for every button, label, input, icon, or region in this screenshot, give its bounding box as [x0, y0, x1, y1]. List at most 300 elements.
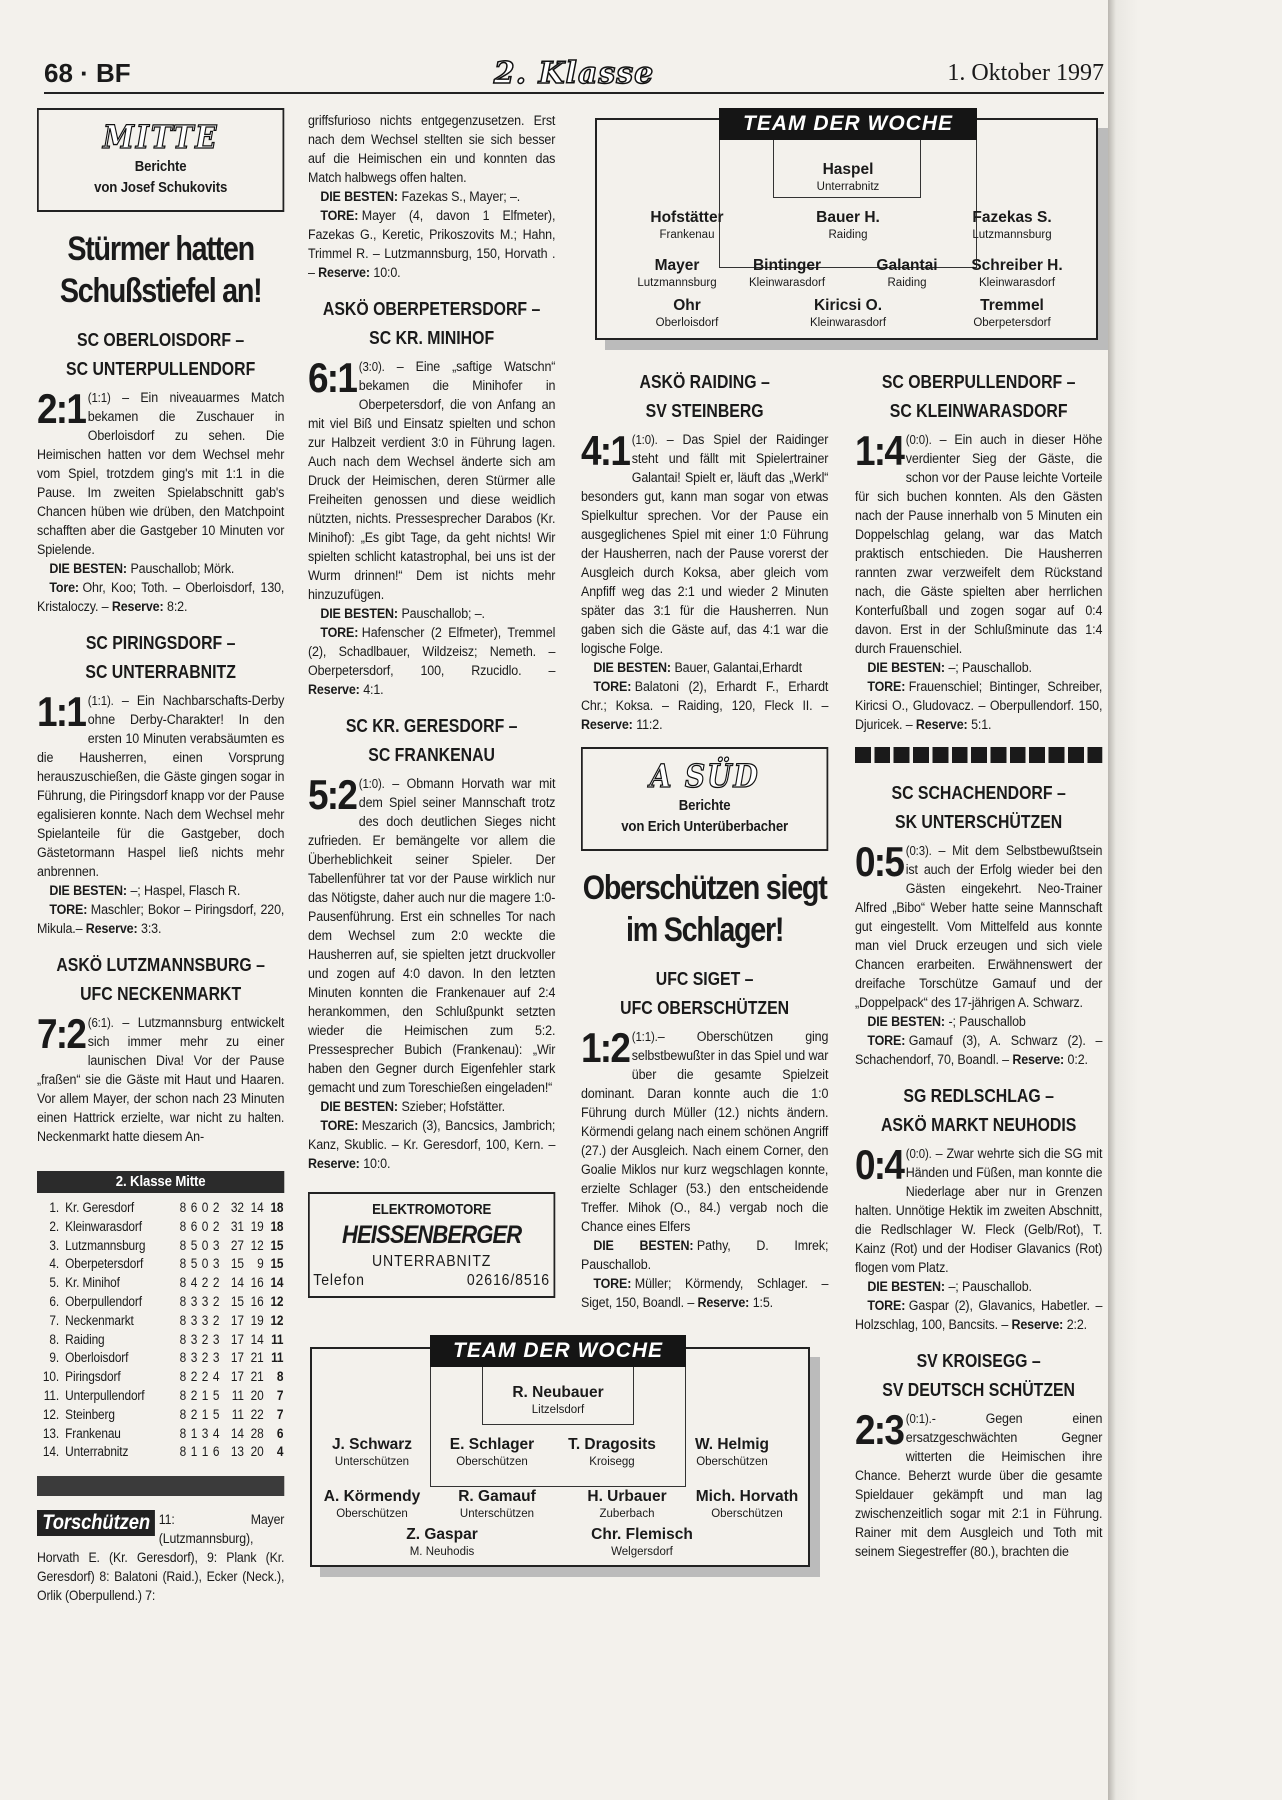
- cell-team: Frankenau: [65, 1425, 121, 1441]
- table-row: [37, 1349, 284, 1368]
- tore-label: TORE:: [867, 1033, 906, 1049]
- player-name: E. Schlager: [449, 1436, 535, 1453]
- player-name: Galantai: [876, 257, 938, 274]
- report-text: - Gegen einen ersatzgeschwächten Gegner witterten die Heimischen ihre Chance. Beherzt wurde über die gesamte Spieldauer gekämpft und man lag zwischenzeitlich sogar mit 2:1 in Führung. Rainer mit dem Ausgleich und Toth mit seinem Siegestreffer (80.), brachten die: [855, 1411, 1103, 1560]
- cell-rank: 2.: [49, 1218, 59, 1234]
- cell-rank: 3.: [49, 1237, 59, 1253]
- tore-line: [37, 579, 284, 617]
- away-team: SC KR. MINIHOF: [369, 328, 495, 348]
- report-body: [308, 771, 556, 1098]
- player-name: A. Körmendy: [323, 1488, 421, 1505]
- player-club: Oberpetersdorf: [973, 317, 1051, 329]
- cell-won: 3: [190, 1331, 198, 1347]
- table-row: [37, 1387, 284, 1406]
- player-name: J. Schwarz: [331, 1436, 413, 1453]
- home-team: SG REDLSCHLAG –: [903, 1086, 1054, 1106]
- cell-points: 18: [270, 1200, 284, 1215]
- player-club: Unterschützen: [459, 1508, 535, 1520]
- table-row: [37, 1199, 284, 1218]
- cell-won: 3: [190, 1293, 198, 1309]
- cell-team: Unterrabnitz: [65, 1444, 129, 1460]
- report-text: – Lutzmannsburg entwickelt sich immer mehr zu einer launischen Diva! Vor der Pause „fraßen“ sie die Gäste mit Haut und Haaren. Vor allem Mayer, der schon nach 23 Minuten einen Hattrick erzielte, war nicht zu halten. Neckenmarkt hatte diesem An-: [37, 1015, 285, 1145]
- tore-line: [855, 1297, 1102, 1335]
- cell-rank: 4.: [49, 1256, 59, 1272]
- cell-team: Kleinwarasdorf: [65, 1218, 142, 1234]
- away-team: SV DEUTSCH SCHÜTZEN: [882, 1380, 1075, 1400]
- reserve-label: Reserve:: [581, 717, 633, 733]
- player: [557, 1487, 697, 1522]
- cell-team: Oberloisdorf: [65, 1350, 129, 1366]
- home-team: UFC SIGET –: [655, 969, 754, 989]
- player-club: Oberschützen: [711, 1508, 783, 1520]
- player-name: Ohr: [673, 297, 701, 314]
- player: [542, 1435, 682, 1470]
- player-club: Unterschützen: [334, 1456, 410, 1468]
- player: [617, 296, 757, 331]
- player: [572, 1525, 712, 1560]
- cell-goals-for: 17: [230, 1369, 244, 1385]
- reserve-label: Reserve:: [85, 921, 138, 937]
- player-name: Kiricsi O.: [813, 297, 883, 314]
- cell-team: Kr. Minihof: [65, 1275, 120, 1291]
- cell-goals-for: 32: [230, 1200, 244, 1215]
- cell-points: 12: [270, 1312, 284, 1328]
- match-report: [855, 1082, 1102, 1335]
- report-body: [855, 1406, 1103, 1562]
- cell-points: 6: [276, 1425, 284, 1441]
- cell-team: Neckenmarkt: [65, 1312, 134, 1328]
- top-scorers: [37, 1510, 284, 1605]
- report-body: [855, 427, 1103, 659]
- match-teams: [855, 1347, 1102, 1405]
- cell-played: 8: [179, 1369, 187, 1385]
- report-text: – Das Spiel der Raidinger steht und fällt mit Spielertrainer Galantai! Spielt er, läuft das „Werkl“ besonders gut, kann man sogar von etwas Spielkultur sprechen. Vor der Pause ein ausgeglichenes Spiel mit einer 1:0 Führung der Hausherren, nach der Pause vorerst der Ausgleich durch Koksa, aber gleich vom Anpfiff weg das 2:1 und wieder 2 Minuten später das 3:1 für die Hausherren. Nun gaben sich die Gäste auf, das 4:1 war die logische Folge.: [581, 432, 829, 657]
- home-team: ASKÖ LUTZMANNSBURG –: [56, 955, 265, 975]
- cell-rank: 6.: [49, 1293, 59, 1309]
- cell-drawn: 3: [201, 1293, 209, 1309]
- besten-line: [308, 1098, 555, 1117]
- final-score: 4:1: [581, 427, 630, 474]
- column-2: [308, 112, 555, 1298]
- home-team: SC KR. GERESDORF –: [345, 716, 518, 736]
- table-row: [37, 1237, 284, 1256]
- cell-team: Raiding: [65, 1331, 105, 1347]
- match-teams: [308, 295, 555, 353]
- tore-value: Frauenschiel; Bintinger, Schreiber, Kiricsi O., Gludovacz. – Oberpullendorf. 150, Djuricek. –: [855, 679, 1103, 733]
- tore-line: [308, 207, 555, 283]
- cell-won: 5: [190, 1256, 198, 1272]
- cell-played: 8: [179, 1256, 187, 1272]
- report-body: [855, 1141, 1103, 1278]
- reserve-value: 10:0.: [363, 1156, 391, 1172]
- section-box: [581, 747, 828, 851]
- besten-value: Fazekas S., Mayer; –.: [401, 189, 521, 205]
- cell-goals-against: 20: [250, 1444, 264, 1460]
- match-report: [37, 951, 284, 1147]
- cell-won: 3: [190, 1312, 198, 1328]
- away-team: UFC NECKENMARKT: [80, 984, 242, 1004]
- match-teams: [37, 629, 284, 687]
- besten-line: [37, 882, 284, 901]
- cell-points: 7: [276, 1406, 284, 1422]
- team-of-week-title: TEAM DER WOCHE: [719, 108, 977, 140]
- report-text: – Oberschützen ging selbstbewußter in das Spiel und war über die gesamte Spielzeit dominant. Daran konnte auch die 1:0 Führung durch Müller (12.) nichts ändern. Körmendi gelang nach einem schönen Angriff (27.) der Ausgleich. Nach einem Corner, den Goalie Miklos nur kurz wegschlagen konnte, erzielte Schlager (53.) den entscheidende Treffer. Mihok (O., 84.) vergab noch die Chance eines Elfers: [581, 1029, 829, 1235]
- player: [422, 1435, 562, 1470]
- player-club: Litzelsdorf: [531, 1404, 585, 1416]
- besten-line: [855, 1013, 1102, 1032]
- cell-lost: 5: [212, 1406, 220, 1422]
- cell-goals-for: 31: [230, 1218, 244, 1234]
- home-team: SC OBERPULLENDORF –: [881, 372, 1076, 392]
- final-score: 7:2: [37, 1010, 86, 1057]
- report-body: [37, 1010, 285, 1147]
- match-teams: [37, 326, 284, 384]
- cell-goals-for: 27: [230, 1237, 244, 1253]
- tore-label: TORE:: [320, 208, 359, 224]
- cell-points: 15: [270, 1237, 284, 1253]
- cell-goals-against: 16: [250, 1275, 264, 1291]
- cell-points: 12: [270, 1293, 284, 1309]
- cell-drawn: 2: [201, 1369, 209, 1385]
- final-score: 0:4: [855, 1141, 904, 1188]
- player: [778, 160, 918, 195]
- match-report: [581, 965, 828, 1313]
- cell-rank: 1.: [49, 1200, 59, 1215]
- player-club: Kleinwarasdorf: [978, 277, 1056, 289]
- tore-value: Hafenscher (2 Elfmeter), Tremmel (2), Schadlbauer, Wildzeisz; Nemeth. – Oberpetersdorf, 100, Rzucidlo. –: [308, 625, 556, 679]
- player-club: Kleinwarasdorf: [809, 317, 887, 329]
- cell-team: Piringsdorf: [65, 1369, 121, 1385]
- besten-value: Bauer, Galantai,Erhardt: [674, 660, 802, 676]
- final-score: 0:5: [855, 838, 904, 885]
- column-3: [581, 364, 828, 1325]
- cell-points: 15: [270, 1256, 284, 1272]
- tore-label: TORE:: [49, 902, 88, 918]
- player: [302, 1435, 442, 1470]
- player-club: Frankenau: [659, 229, 715, 241]
- report-body: [855, 838, 1103, 1013]
- cell-lost: 2: [212, 1293, 220, 1309]
- besten-line: [855, 659, 1102, 678]
- player-name: Schreiber H.: [971, 257, 1063, 274]
- reserve-value: 4:1.: [363, 682, 384, 698]
- player: [488, 1383, 628, 1418]
- match-report-continued: [308, 112, 555, 283]
- besten-label: DIE BESTEN:: [49, 883, 127, 899]
- reserve-label: Reserve:: [1012, 1052, 1065, 1068]
- reserve-value: 1:5.: [752, 1295, 774, 1311]
- reserve-label: Reserve:: [915, 717, 968, 733]
- section-box-author: von Erich Unterüberbacher: [621, 818, 789, 835]
- tore-line: [308, 624, 555, 700]
- reserve-label: Reserve:: [111, 599, 164, 615]
- besten-line: [308, 188, 555, 207]
- cell-drawn: 0: [201, 1218, 209, 1234]
- home-team: SV KROISEGG –: [916, 1351, 1041, 1371]
- report-text: – Ein auch in dieser Höhe verdienter Sieg der Gäste, die schon vor der Pause leichte Vorteile für sich buchen konnten. Als den Gästen nach der Pause innerhalb von 5 Minuten ein Doppelschlag gelang, war das Match praktisch entschieden. Die Hausherren rannten zwar verzweifelt dem Rückstand nach, die Gäste spielten aber herrlichen Konterfußball und zogen sogar auf 0:4 davon. Erst in der Schlußminute das 1:4 durch Frauenschiel.: [855, 432, 1103, 657]
- player: [942, 296, 1082, 331]
- player: [778, 208, 918, 243]
- cell-lost: 2: [212, 1275, 220, 1291]
- halftime-score: (6:1).: [87, 1015, 114, 1030]
- besten-value: Pathy, D. Imrek; Pauschallob.: [581, 1238, 829, 1273]
- besten-line: [855, 1278, 1102, 1297]
- ad-company-name: HEISSENBERGER: [342, 1221, 522, 1249]
- advertisement: [308, 1192, 555, 1298]
- table-row: [37, 1293, 284, 1312]
- report-body: [37, 688, 285, 882]
- tore-line: [308, 1117, 555, 1174]
- report-text: – Ein Nachbarschafts-Derby ohne Derby-Charakter! In den ersten 10 Minuten verabsäumten es die Hausherren, einen Vorsprung herauszuschießen, die Gäste gingen sogar in Führung, die Piringsdorf knapp vor der Pause egalisieren konnte. Nach dem Wechsel mehr Spielanteile für die Gastgeber, doch Gästetormann Haspel ließ nichts mehr anbrennen.: [37, 693, 285, 880]
- team-of-week-title: TEAM DER WOCHE: [430, 1335, 686, 1367]
- final-score: 6:1: [308, 354, 357, 401]
- tore-label: Tore:: [49, 580, 79, 596]
- tore-label: TORE:: [867, 679, 906, 695]
- cell-goals-against: 16: [250, 1293, 264, 1309]
- cell-drawn: 3: [201, 1312, 209, 1328]
- player-name: Hofstätter: [650, 209, 724, 226]
- dark-divider: [37, 1476, 284, 1496]
- away-team: SC UNTERPULLENDORF: [66, 359, 256, 379]
- tore-value: Maschler; Bokor – Piringsdorf, 220, Mikula.–: [37, 902, 285, 937]
- cell-goals-against: 22: [250, 1406, 264, 1422]
- tore-value: Gamauf (3), A. Schwarz (2). – Schachendorf, 70, Boandl. –: [855, 1033, 1103, 1068]
- player-name: R. Neubauer: [512, 1384, 604, 1401]
- halftime-score: (1:0).: [631, 432, 658, 447]
- match-teams: [581, 965, 828, 1023]
- besten-value: –; Pauschallob.: [948, 660, 1032, 676]
- report-text: – Ein niveauarmes Match bekamen die Zuschauer in Oberloisdorf zu sehen. Die Heimischen hatten vor dem Wechsel mehr vom Spiel, trotzdem ging's mit 1:1 in die Pause. Im zweiten Spielabschnitt gab's Chancen hüben wie drüben, den Matchpoint schafften aber die Gastgeber 10 Minuten vor Spielende.: [37, 390, 285, 558]
- report-text: – Eine „saftige Watschn“ bekamen die Minihofer in Oberpetersdorf, die von Anfang an mit viel Biß und Einsatz spielten und schon zur Halbzeit verdient 3:0 in Führung lagen. Auch nach dem Wechsel änderte sich am Druck der Heimischen, deren Stürmer alle Freiheiten genossen und diese weidlich nützten, nichts. Pressesprecher Darabos (Kr. Minihof): „Es gibt Tage, da geht nichts! Wir spielten schlicht katastrophal, bei uns ist der Wurm drinnen!“ Dem ist nichts mehr hinzuzufügen.: [308, 359, 556, 603]
- cell-won: 3: [190, 1350, 198, 1366]
- cell-goals-against: 12: [250, 1237, 264, 1253]
- page-edge-shadow: [1108, 0, 1282, 1800]
- tore-label: TORE:: [320, 625, 359, 641]
- away-team: SC FRANKENAU: [368, 745, 495, 765]
- home-team: ASKÖ RAIDING –: [639, 372, 770, 392]
- tore-line: [855, 678, 1102, 735]
- ad-phone-row: [313, 1271, 550, 1290]
- cell-drawn: 1: [201, 1387, 209, 1403]
- section-box-subtitle: Berichte: [134, 158, 187, 175]
- cell-lost: 4: [212, 1369, 220, 1385]
- halftime-score: (1:0).: [358, 776, 385, 791]
- away-team: SC KLEINWARASDORF: [889, 401, 1068, 421]
- cell-lost: 3: [212, 1237, 220, 1253]
- cell-played: 8: [179, 1237, 187, 1253]
- cell-rank: 10.: [42, 1369, 59, 1385]
- cell-goals-for: 17: [230, 1331, 244, 1347]
- team-of-week-mitte: [595, 112, 1098, 340]
- match-teams: [308, 712, 555, 770]
- cell-played: 8: [179, 1406, 187, 1422]
- cell-lost: 2: [212, 1218, 220, 1234]
- player-name: Chr. Flemisch: [591, 1526, 693, 1543]
- player-club: Zuberbach: [599, 1508, 655, 1520]
- halftime-score: (1:1): [87, 390, 111, 405]
- cell-points: 11: [271, 1331, 284, 1347]
- ad-line-1: ELEKTROMOTORE: [372, 1201, 492, 1218]
- table-row: [37, 1368, 284, 1387]
- cell-goals-for: 13: [230, 1444, 244, 1460]
- ad-phone-label: Telefon: [313, 1272, 365, 1289]
- section-title: 2. Klasse: [493, 56, 655, 91]
- player: [677, 1487, 817, 1522]
- tore-label: TORE:: [867, 1298, 906, 1314]
- match-report: [308, 712, 555, 1174]
- tore-label: TORE:: [320, 1118, 359, 1134]
- besten-value: –; Haspel, Flasch R.: [130, 883, 241, 899]
- league-table-title: 2. Klasse Mitte: [37, 1171, 284, 1193]
- player-name: Haspel: [822, 161, 874, 178]
- cell-drawn: 1: [201, 1444, 209, 1460]
- player-club: M. Neuhodis: [409, 1546, 475, 1558]
- away-team: SK UNTERSCHÜTZEN: [895, 812, 1063, 832]
- besten-label: DIE BESTEN:: [320, 606, 398, 622]
- table-row: [37, 1274, 284, 1293]
- cell-played: 8: [179, 1293, 187, 1309]
- final-score: 1:1: [37, 688, 86, 735]
- cell-goals-against: 14: [250, 1331, 264, 1347]
- besten-value: Pauschallob; –.: [401, 606, 485, 622]
- cell-points: 11: [271, 1350, 284, 1366]
- cell-rank: 8.: [49, 1331, 59, 1347]
- column-1: [37, 108, 284, 1605]
- ad-location: UNTERRABNITZ: [371, 1253, 492, 1270]
- player-club: Unterrabnitz: [816, 181, 880, 193]
- player-club: Oberschützen: [336, 1508, 408, 1520]
- cell-goals-against: 28: [250, 1425, 264, 1441]
- tore-line: [581, 1275, 828, 1313]
- player: [942, 208, 1082, 243]
- cell-rank: 11.: [43, 1387, 59, 1403]
- cell-rank: 14.: [42, 1444, 59, 1460]
- besten-value: –; Pauschallob.: [948, 1279, 1032, 1295]
- cell-won: 6: [190, 1200, 198, 1215]
- cell-drawn: 0: [201, 1256, 209, 1272]
- match-report: [855, 368, 1102, 735]
- cell-lost: 3: [212, 1256, 220, 1272]
- reserve-value: 8:2.: [167, 599, 188, 615]
- cell-goals-for: 14: [230, 1275, 244, 1291]
- cell-drawn: 0: [201, 1200, 209, 1215]
- tore-value: Meszarich (3), Bancsics, Jambrich; Kanz, Skublic. – Kr. Geresdorf, 100, Kern. –: [308, 1118, 556, 1153]
- reserve-value: 3:3.: [141, 921, 162, 937]
- section-box-title: MITTE: [102, 118, 219, 156]
- player-name: Bauer H.: [816, 209, 880, 226]
- cell-drawn: 2: [201, 1350, 209, 1366]
- away-team: SV STEINBERG: [645, 401, 764, 421]
- besten-line: [308, 605, 555, 624]
- cell-goals-for: 15: [230, 1256, 244, 1272]
- player: [717, 256, 857, 291]
- cell-won: 2: [190, 1369, 198, 1385]
- player: [662, 1435, 802, 1470]
- cell-goals-against: 9: [257, 1256, 264, 1272]
- final-score: 2:3: [855, 1406, 904, 1453]
- away-team: ASKÖ MARKT NEUHODIS: [880, 1115, 1077, 1135]
- cell-lost: 2: [212, 1312, 220, 1328]
- cell-points: 4: [276, 1444, 284, 1460]
- final-score: 5:2: [308, 771, 357, 818]
- cell-played: 8: [179, 1275, 187, 1291]
- match-report: [855, 779, 1102, 1070]
- besten-value: Szieber; Hofstätter.: [401, 1099, 506, 1115]
- cell-played: 8: [179, 1331, 187, 1347]
- player-name: Mich. Horvath: [695, 1488, 799, 1505]
- player-club: Oberschützen: [456, 1456, 528, 1468]
- home-team: ASKÖ OBERPETERSDORF –: [322, 299, 541, 319]
- reserve-label: Reserve:: [308, 682, 360, 698]
- tore-line: [37, 901, 284, 939]
- reserve-label: Reserve:: [318, 265, 370, 281]
- cell-goals-for: 17: [230, 1312, 244, 1328]
- cell-rank: 12.: [42, 1406, 59, 1422]
- besten-label: DIE BESTEN:: [320, 189, 398, 205]
- match-teams: [855, 1082, 1102, 1140]
- away-team: UFC OBERSCHÜTZEN: [620, 998, 790, 1018]
- table-row: [37, 1312, 284, 1331]
- report-body: [581, 427, 829, 659]
- cell-drawn: 2: [201, 1331, 209, 1347]
- page-header: [44, 58, 1104, 94]
- cell-goals-against: 19: [250, 1312, 264, 1328]
- tore-value: Mayer (4, davon 1 Elfmeter), Fazekas G., Keretic, Prikoszovits M.; Hahn, Trimmel R. – Lutzmannsburg, 150, Horvath . –: [308, 208, 556, 281]
- report-text: – Obmann Horvath war mit dem Spiel seiner Mannschaft trotz des doch deutlichen Sieges nicht zufrieden. Er bemängelte vor allem die Überheblichkeit seiner Spieler. Der Tabellenführer tat vor der Pause wirklich nur das Nötigste, daher auch nur die magere 1:0-Pausenführung. Erst ein schnelles Tor nach dem Wechsel zum 2:0 weckte die Hausherren auf, sie spielten jetzt druckvoller und zogen auf 4:0 davon. In den letzten Minuten konnten die Frankenauer auf 2:4 herankommen, den Schlußpunkt setzten wieder die Heimischen zum 5:2. Pressesprecher Bubich (Frankenau): „Wir haben den Gegner durch Eigenfehler stark gemacht und zum Toreschießen eingeladen!“: [308, 776, 556, 1096]
- cell-points: 18: [270, 1218, 284, 1234]
- match-report: [308, 295, 555, 700]
- cell-lost: 4: [212, 1425, 220, 1441]
- cell-won: 2: [190, 1406, 198, 1422]
- table-row: [37, 1218, 284, 1237]
- cell-won: 6: [190, 1218, 198, 1234]
- report-body: [581, 1024, 829, 1237]
- player: [947, 256, 1087, 291]
- player-name: W. Helmig: [694, 1436, 770, 1453]
- headline: Oberschützen siegt im Schlager!: [582, 869, 827, 949]
- top-scorers-label: Torschützen: [37, 1510, 155, 1536]
- section-box-subtitle: Berichte: [678, 797, 731, 814]
- halftime-score: (0:1).: [905, 1411, 932, 1426]
- cell-rank: 9.: [49, 1350, 59, 1366]
- cell-team: Lutzmannsburg: [65, 1237, 146, 1253]
- headline: Stürmer hatten Schußstiefel an!: [59, 230, 262, 310]
- besten-label: DIE BESTEN:: [867, 660, 945, 676]
- player-club: Lutzmannsburg: [972, 229, 1052, 241]
- tore-value: Ohr, Koo; Toth. – Oberloisdorf, 130, Kristaloczy. –: [37, 580, 285, 615]
- table-row: [37, 1443, 284, 1462]
- besten-line: [581, 1237, 828, 1275]
- section-box-author: von Josef Schukovits: [94, 179, 228, 196]
- besten-value: Pauschallob; Mörk.: [130, 561, 235, 577]
- player-club: Kleinwarasdorf: [748, 277, 826, 289]
- tore-label: TORE:: [593, 1276, 632, 1292]
- halftime-score: (0:0).: [905, 1146, 932, 1161]
- standings-table: [37, 1199, 284, 1462]
- besten-label: DIE BESTEN:: [49, 561, 127, 577]
- home-team: SC OBERLOISDORF –: [77, 330, 245, 350]
- cell-goals-against: 21: [250, 1369, 264, 1385]
- top-scorers-text: 11: Mayer (Lutzmannsburg), Horvath E. (Kr. Geresdorf), 9: Plank (Kr. Geresdorf) 8: Balatoni (Raid.), Ecker (Neck.), Orlik (Oberpullend.) 7:: [37, 1511, 285, 1604]
- match-teams: [855, 368, 1102, 426]
- player-name: T. Dragosits: [568, 1436, 656, 1453]
- report-text: – Mit dem Selbstbewußtsein ist auch der Erfolg wieder bei den Gästen eingekehrt. Neo-Trainer Alfred „Bibo“ Weber hatte seine Mannschaft gut eingestellt. Vom Mittelfeld aus konnte man viel Druck erzeugen und sich viele Chancen erarbeiten. Erwähnenswert der dreifache Torschütze Gamauf und der „Doppelpack“ des 17-jährigen A. Schwarz.: [855, 843, 1103, 1011]
- cell-rank: 7.: [49, 1312, 59, 1328]
- cell-lost: 3: [212, 1350, 220, 1366]
- cell-drawn: 3: [201, 1425, 209, 1441]
- tore-label: TORE:: [593, 679, 632, 695]
- reserve-label: Reserve:: [1011, 1317, 1064, 1333]
